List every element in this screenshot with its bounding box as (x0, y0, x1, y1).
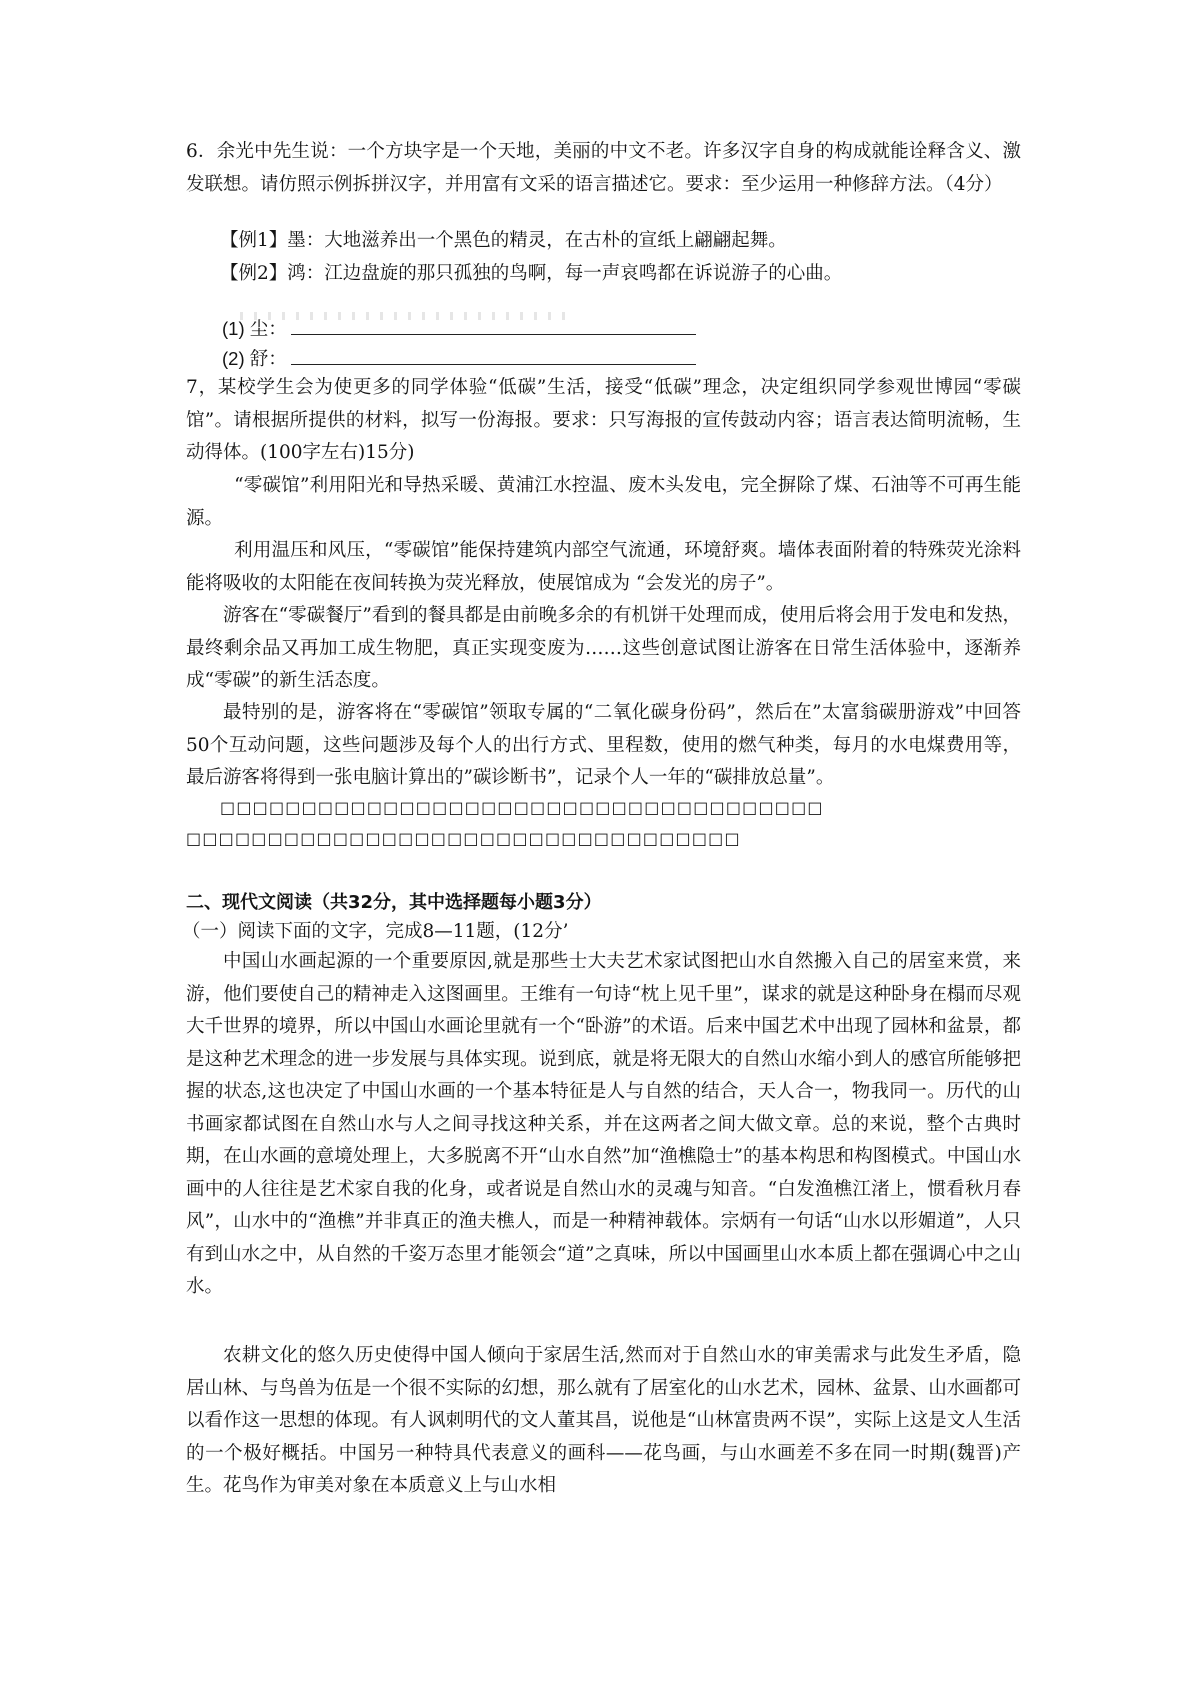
answer-blank-2[interactable] (291, 345, 696, 365)
reading-paragraph-2: 农耕文化的悠久历史使得中国人倾向于家居生活,然而对于自然山水的审美需求与此发生矛盾，隐居山林、与鸟兽为伍是一个很不实际的幻想，那么就有了居室化的山水艺术，园林、盆景、山水画都可以看作这一思想的体现。有人讽刺明代的文人董其昌，说他是“山林富贵两不误”，实际上这是文人生活的一个极好概括。中国另一种特具代表意义的画科——花鸟画，与山水画差不多在同一时期(魏晋)产生。花鸟作为审美对象在本质意义上与山水相 (186, 1345, 1021, 1496)
example-2: 【例2】鸿：江边盘旋的那只孤独的鸟啊，每一声哀鸣都在诉说游子的心曲。 (220, 263, 843, 284)
answer-grid-row-2[interactable]: □□□□□□□□□□□□□□□□□□□□□□□□□□□□□□□□□□ (186, 829, 741, 848)
answer-grid-row-1[interactable]: □□□□□□□□□□□□□□□□□□□□□□□□□□□□□□□□□□□□□ (220, 798, 824, 817)
material-paragraph-2: 利用温压和风压，“零碳馆”能保持建筑内部空气流通，环境舒爽。墙体表面附着的特殊荧光涂料能将吸收的太阳能在夜间转换为荧光释放，使展馆成为 “会发光的房子”。 (186, 540, 1021, 594)
section-subheading: （一）阅读下面的文字，完成8—11题，(12分’ (182, 921, 569, 942)
answer-label-1: (1) 尘： (222, 318, 287, 339)
question-6-prompt: 6．余光中先生说：一个方块字是一个天地，美丽的中文不老。许多汉字自身的构成就能诠释含义、激发联想。请仿照示例拆拼汉字，并用富有文采的语言描述它。要求：至少运用一种修辞方法。（4分） (186, 141, 1021, 195)
material-paragraph-1: “零碳馆”利用阳光和导热采暖、黄浦江水控温、废木头发电，完全摒除了煤、石油等不可再生能源。 (186, 475, 1021, 529)
section-heading: 二、现代文阅读（共32分，其中选择题每小题3分） (186, 892, 602, 913)
answer-blank-1[interactable] (291, 315, 696, 335)
answer-label-2: (2) 舒： (222, 348, 287, 369)
material-paragraph-3: 游客在“零碳餐厅”看到的餐具都是由前晚多余的有机饼干处理而成，使用后将会用于发电和发热，最终剩余品又再加工成生物肥，真正实现变废为……这些创意试图让游客在日常生活体验中，逐渐养成“零碳”的新生活态度。 (186, 605, 1021, 691)
example-1: 【例1】墨：大地滋养出一个黑色的精灵，在古朴的宣纸上翩翩起舞。 (220, 230, 787, 251)
question-7-prompt: 7，某校学生会为使更多的同学体验“低碳”生活，接受“低碳”理念，决定组织同学参观世博园“零碳馆”。请根据所提供的材料，拟写一份海报。要求：只写海报的宣传鼓动内容；语言表达简明流畅，生动得体。(100字左右)15分) (186, 377, 1021, 463)
reading-paragraph-1: 中国山水画起源的一个重要原因,就是那些士大夫艺术家试图把山水自然搬入自己的居室来赏，来游，他们要使自己的精神走入这图画里。王维有一句诗“枕上见千里”，谋求的就是这种卧身在榻而尽观大千世界的境界，所以中国山水画论里就有一个“卧游”的术语。后来中国艺术中出现了园林和盆景，都是这种艺术理念的进一步发展与具体实现。说到底，就是将无限大的自然山水缩小到人的感官所能够把握的状态,这也决定了中国山水画的一个基本特征是人与自然的结合，天人合一，物我同一。历代的山书画家都试图在自然山水与人之间寻找这种关系，并在这两者之间大做文章。总的来说，整个古典时期，在山水画的意境处理上，大多脱离不开“山水自然”加“渔樵隐士”的基本构思和构图模式。中国山水画中的人往往是艺术家自我的化身，或者说是自然山水的灵魂与知音。“白发渔樵江渚上，惯看秋月春风”，山水中的“渔樵”并非真正的渔夫樵人，而是一种精神载体。宗炳有一句话“山水以形媚道”，人只有到山水之中，从自然的千姿万态里才能领会“道”之真味，所以中国画里山水本质上都在强调心中之山水。 (186, 951, 1021, 1297)
answer-row-1 (222, 314, 696, 344)
material-paragraph-4: 最特别的是，游客将在“零碳馆”领取专属的“二氧化碳身份码”，然后在”太富翁碳册游戏”中回答50个互动问题，这些问题涉及每个人的出行方式、里程数，使用的燃气种类，每月的水电煤费用等，最后游客将得到一张电脑计算出的”碳诊断书”，记录个人一年的“碳排放总量”。 (186, 702, 1021, 788)
answer-row-2 (222, 344, 696, 374)
